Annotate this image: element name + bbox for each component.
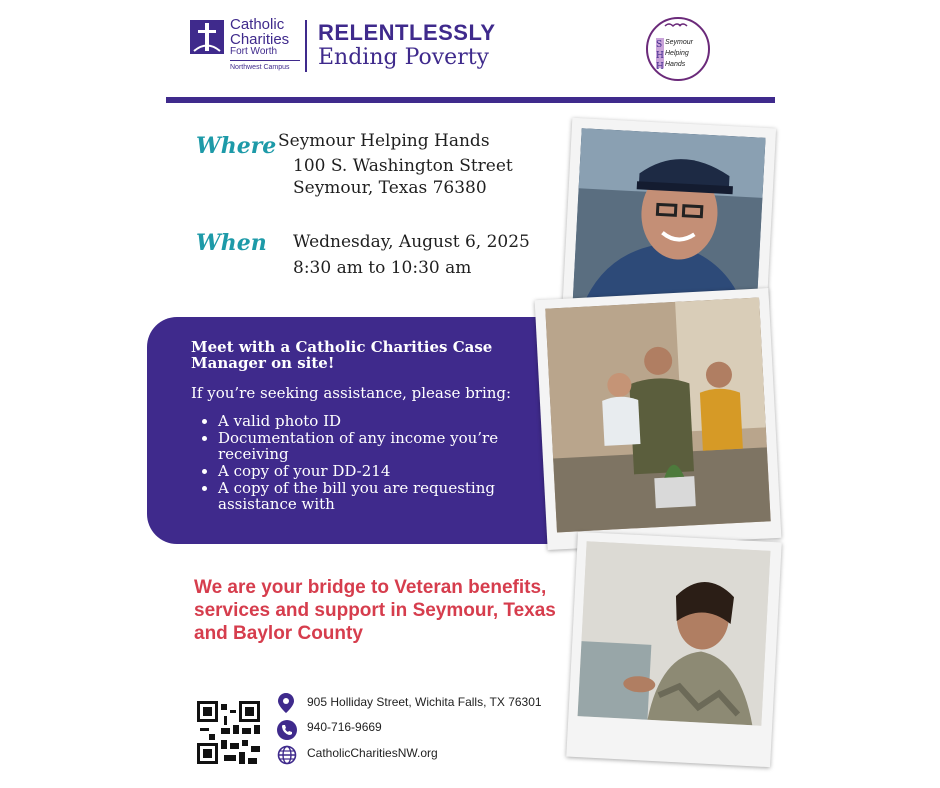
tagline-bold: RELENTLESSLY [318,20,496,45]
header-bar [166,97,775,103]
campus-name: Northwest Campus [230,64,290,71]
partner-logo-line1: Seymour [665,39,694,46]
org-name-line2: Charities [230,31,290,48]
footer-phone[interactable]: 940-716-9669 [307,720,382,734]
globe-icon [277,745,295,763]
when-label: When [196,230,267,256]
svg-text:S: S [656,40,663,50]
seymour-helping-hands-logo [643,16,713,82]
partner-logo-line2: Helping [665,50,689,57]
qr-code-icon[interactable] [197,701,260,764]
list-item: • A copy of your DD-214 [218,463,558,479]
event-time: 8:30 am to 10:30 am [293,258,472,278]
photo-elderly-veteran [572,128,765,315]
header-divider [305,20,307,72]
list-item: • A copy of the bill you are requesting assistance with [218,480,558,512]
svg-text:H: H [656,51,664,61]
footer-address: 905 Holliday Street, Wichita Falls, TX 76301 [307,695,542,709]
phone-icon [277,720,295,738]
photo-military-family [545,298,770,533]
list-item: • Documentation of any income you’re receiving [218,430,558,462]
partner-logo-line3: Hands [665,61,686,68]
panel-title: Meet with a Catholic Charities Case Manager on site! [191,338,493,372]
svg-text:H: H [656,62,664,72]
event-date: Wednesday, August 6, 2025 [293,232,530,252]
org-name-line1: Catholic [230,16,285,33]
list-item: • A valid photo ID [218,413,558,429]
location-pin-icon [277,693,295,711]
catholic-charities-logo-icon [190,20,224,54]
venue-city: Seymour, Texas 76380 [293,178,487,198]
footer-website-link[interactable]: CatholicCharitiesNW.org [307,746,438,760]
bridge-statement: We are your bridge to Veteran benefits, services and support in Seymour, Texas and Baylor County [194,577,556,644]
venue-name: Seymour Helping Hands [278,131,490,151]
org-name-line3: Fort Worth [230,46,278,57]
venue-street: 100 S. Washington Street [293,156,513,176]
where-label: Where [196,133,277,159]
logo-rule [230,60,300,61]
requirements-list [192,413,558,513]
tagline: Ending Poverty [318,45,489,70]
panel-intro: If you’re seeking assistance, please bring: [191,384,512,402]
photo-servicewoman [578,541,771,725]
